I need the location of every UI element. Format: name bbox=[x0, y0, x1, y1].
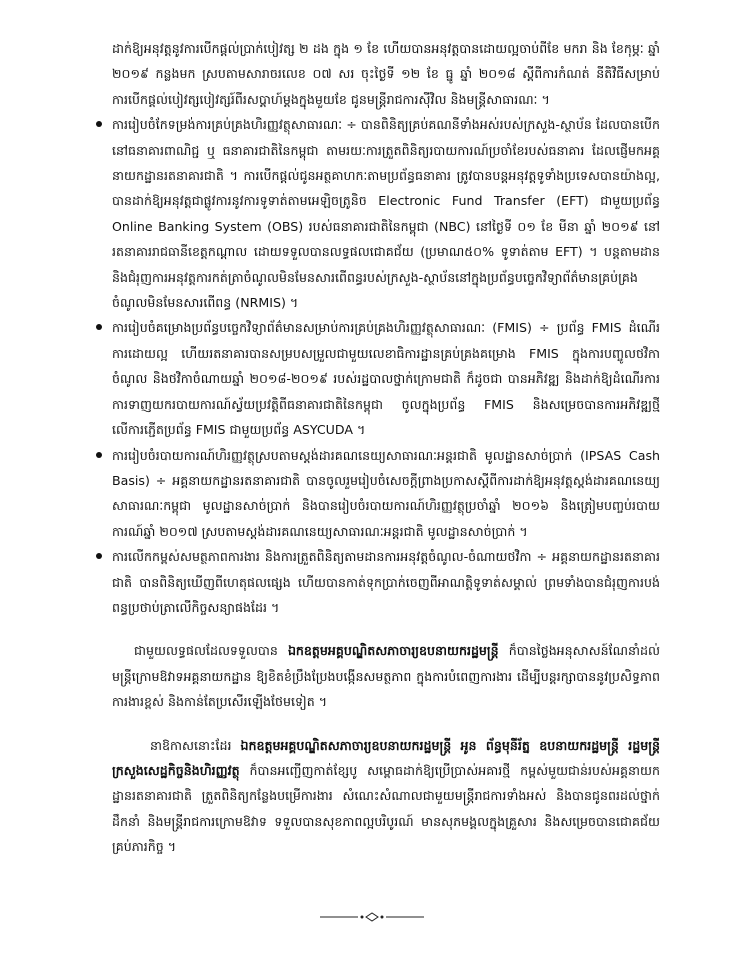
intro-paragraph: ដាក់ឱ្យអនុវត្តនូវការបើកផ្តល់ប្រាក់បៀវត្ស ២ ដង ក្នុង ១ ខែ ហើយបានអនុវត្តបានដោយល្អចាប់ពីខែ មករា និង ខែកុម្ភៈ ឆ្នាំ ២០១៩ កន្លងមក ស្របតាមសារាចរលេខ ០៧ សរ ចុះថ្ងៃទី ១២ ខែ ធ្នូ ឆ្នាំ ២០១៨ ស្តីពីការកំណត់ នីតិវិធីសម្រាប់ការបើកផ្តល់បៀវត្សបៀវត្សរ៍ពីរសប្តាហ៍ម្តងក្នុងមួយខែ ជូនមន្ត្រីរាជការស៊ីវិល និងមន្ត្រីសាធារណៈ ។ bbox=[112, 41, 660, 107]
recommendation-paragraph bbox=[112, 638, 660, 714]
para-prefix: ជាមួយលទ្ធផលដែលទទួលបាន bbox=[134, 643, 288, 659]
inauguration-paragraph bbox=[112, 733, 660, 860]
para-bold-title: ឯកឧត្តមអគ្គបណ្ឌិតសភាចារ្យឧបនាយករដ្ឋមន្ត្រី អូន ព័ន្ធមុនីរ័ត្ន ឧបនាយករដ្ឋមន្ត្រី រដ្ឋមន្ត្រីក្រសួងសេដ្ឋកិច្ចនិងហិរញ្ញវត្ថុ bbox=[112, 737, 661, 778]
para-bold-title: ឯកឧត្តមអគ្គបណ្ឌិតសភាចារ្យឧបនាយករដ្ឋមន្ត្រី bbox=[287, 643, 499, 659]
bullet-item-reform bbox=[112, 112, 660, 315]
para-prefix: នាឱកាសនោះដែរ bbox=[150, 737, 241, 753]
bullet-item-ipsas bbox=[112, 443, 660, 545]
bullet-text: ការរៀបចំកែទម្រង់ការគ្រប់គ្រងហិរញ្ញវត្ថុសាធារណៈ ÷ បានពិនិត្យគ្រប់គណនីទាំងអស់របស់ក្រសួង-ស្ថាប័ន ដែលបានបើកនៅធនាគារពាណិជ្ជ ឬ ធនាគារជាតិនៃកម្ពុជា តាមរយៈការត្រួតពិនិត្យរបាយការណ៍ប្រចាំខែរបស់ធនាគារ ដែលផ្ញើមកអគ្គនាយកដ្ឋានរតនាគារជាតិ ។ ការបើកផ្តល់ជូនអត្ថគាហកៈតាមប្រព័ន្ធធនាគារ ត្រូវបានបន្តអនុវត្តទូទាំងប្រទេសបានយ៉ាងល្អ, បានដាក់ឱ្យអនុវត្តជាផ្លូវការនូវការទូទាត់តាមអេឡិចត្រូនិច Electronic Fund Transfer (EFT) ជាមួយប្រព័ន្ធ Online Banking System (OBS) របស់ធនាគារជាតិនៃកម្ពុជា (NBC) នៅថ្ងៃទី ០១ ខែ មីនា ឆ្នាំ ២០១៩ នៅរតនាគាររាជធានីខេត្តកណ្តាល ដោយទទួលបានលទ្ធផលជោគជ័យ (ប្រមាណ៥០% ទូទាត់តាម EFT) ។ បន្តតាមដាន និងជំរុញការអនុវត្តការកត់ត្រាចំណូលមិនមែនសារពើពន្ធរបស់ក្រសួង-ស្ថាប័ននៅក្នុងប្រព័ន្ធបច្ចេកវិទ្យាព័ត៌មានគ្រប់គ្រងចំណូលមិនមែនសារពើពន្ធ (NRMIS) ។ bbox=[112, 117, 660, 311]
document-body bbox=[112, 36, 660, 860]
bullet-icon bbox=[96, 121, 102, 127]
bullet-text: ការរៀបចំគម្រោងប្រព័ន្ធបច្ចេកវិទ្យាព័ត៌មានសម្រាប់ការគ្រប់គ្រងហិរញ្ញវត្ថុសាធារណៈ (FMIS) ÷ ប្រព័ន្ធ FMIS ដំណើរការដោយល្អ ហើយរតនាគារបានសម្របសម្រួលជាមួយលេខាធិការដ្ឋានគ្រប់គ្រងគម្រោង FMIS ក្នុងការបញ្ចូលថវិកាចំណូល និងថវិកាចំណាយឆ្នាំ ២០១៨-២០១៩ របស់រដ្ឋបាលថ្នាក់ក្រោមជាតិ ក៏ដូចជា បានអភិវឌ្ឍ និងដាក់ឱ្យដំណើរការការទាញយករបាយការណ៍ស្វ័យប្រវត្តិពីធនាគារជាតិនៃកម្ពុជា ចូលក្នុងប្រព័ន្ធ FMIS និងសម្រេចបានការអភិវឌ្ឍថ្មីលើការភ្ជើតប្រព័ន្ធ FMIS ជាមួយប្រព័ន្ធ ASYCUDA ។ bbox=[112, 320, 660, 438]
para-suffix: ក៏បានថ្លៃងអនុសាសន៍ណែនាំដល់មន្ត្រីក្រោមឱវាទអគ្គនាយកដ្ឋាន ឱ្យខិតខំប្រឹងប្រែងបង្កើនសមត្ថភាព ក្នុងការបំពេញការងារ ដើម្បីបន្តរក្សាបាននូវប្រសិទ្ធភាពការងារខ្ពស់ និងកាន់តែប្រសើរឡើងថែមទៀត ។ bbox=[112, 643, 660, 710]
bullet-text: ការលើកកម្ពស់សមត្ថភាពការងារ និងការត្រួតពិនិត្យតាមដានការអនុវត្តចំណូល-ចំណាយថវិកា ÷ អគ្គនាយកដ្ឋានរតនាគារជាតិ បានពិនិត្យឃើញពីហេតុផលផ្សេង ហើយបានកាត់ទុកប្រាក់ចេញពីអាណត្តិទូទាត់សម្គាល់ ព្រមទាំងបានជំរុញការបង់ពន្ធប្រថាប់ត្រាលើកិច្ចសន្យាផងដែរ ។ bbox=[112, 549, 660, 615]
bullet-icon bbox=[96, 553, 102, 559]
para-suffix: ក៏បានអញ្ជើញកាត់ខ្សែបូ សម្ពោធដាក់ឱ្យប្រើប្រាស់អគារថ្មី កម្ពស់មួយជាន់របស់អគ្គនាយកដ្ឋានរតនាគារជាតិ ត្រួតពិនិត្យកន្លែងបម្រើការងារ សំណេះសំណាលជាមួយមន្ត្រីរាជការទាំងអស់ និងបានជូនពរដល់ថ្នាក់ដឹកនាំ និងមន្ត្រីរាជការក្រោមឱវាទ ទទួលបានសុខភាពល្អបរិបូរណ៍ មានសុភមង្គលក្នុងគ្រួសារ និងសម្រេចបានជោគជ័យគ្រប់ភារកិច្ច ។ bbox=[112, 762, 660, 855]
bullet-item-capacity bbox=[112, 544, 660, 620]
ornament-divider-icon bbox=[320, 912, 424, 922]
bullet-icon bbox=[96, 452, 102, 458]
bullet-icon bbox=[96, 324, 102, 330]
bullet-list bbox=[112, 112, 660, 620]
bullet-text: ការរៀបចំរបាយការណ៍ហិរញ្ញវត្ថុស្របតាមស្តង់ដារគណនេយ្យសាធារណៈអន្តរជាតិ មូលដ្ឋានសាច់ប្រាក់ (IPSAS Cash Basis) ÷ អគ្គនាយកដ្ឋានរតនាគារជាតិ បានចូលរួមរៀបចំសេចក្តីព្រាងប្រកាសស្តីពីការដាក់ឱ្យអនុវត្តស្តង់ដារគណនេយ្យ សាធារណៈកម្ពុជា មូលដ្ឋានសាច់ប្រាក់ និងបានរៀបចំរបាយការណ៍ហិរញ្ញវត្ថុប្រចាំឆ្នាំ ២០១៦ និងត្រៀមបញ្ចប់របាយការណ៍ឆ្នាំ ២០១៧ ស្របតាមស្តង់ដារគណនេយ្យសាធារណៈអន្តរជាតិ មូលដ្ឋានសាច់ប្រាក់ ។ bbox=[112, 447, 660, 539]
bullet-item-fmis bbox=[112, 315, 660, 442]
